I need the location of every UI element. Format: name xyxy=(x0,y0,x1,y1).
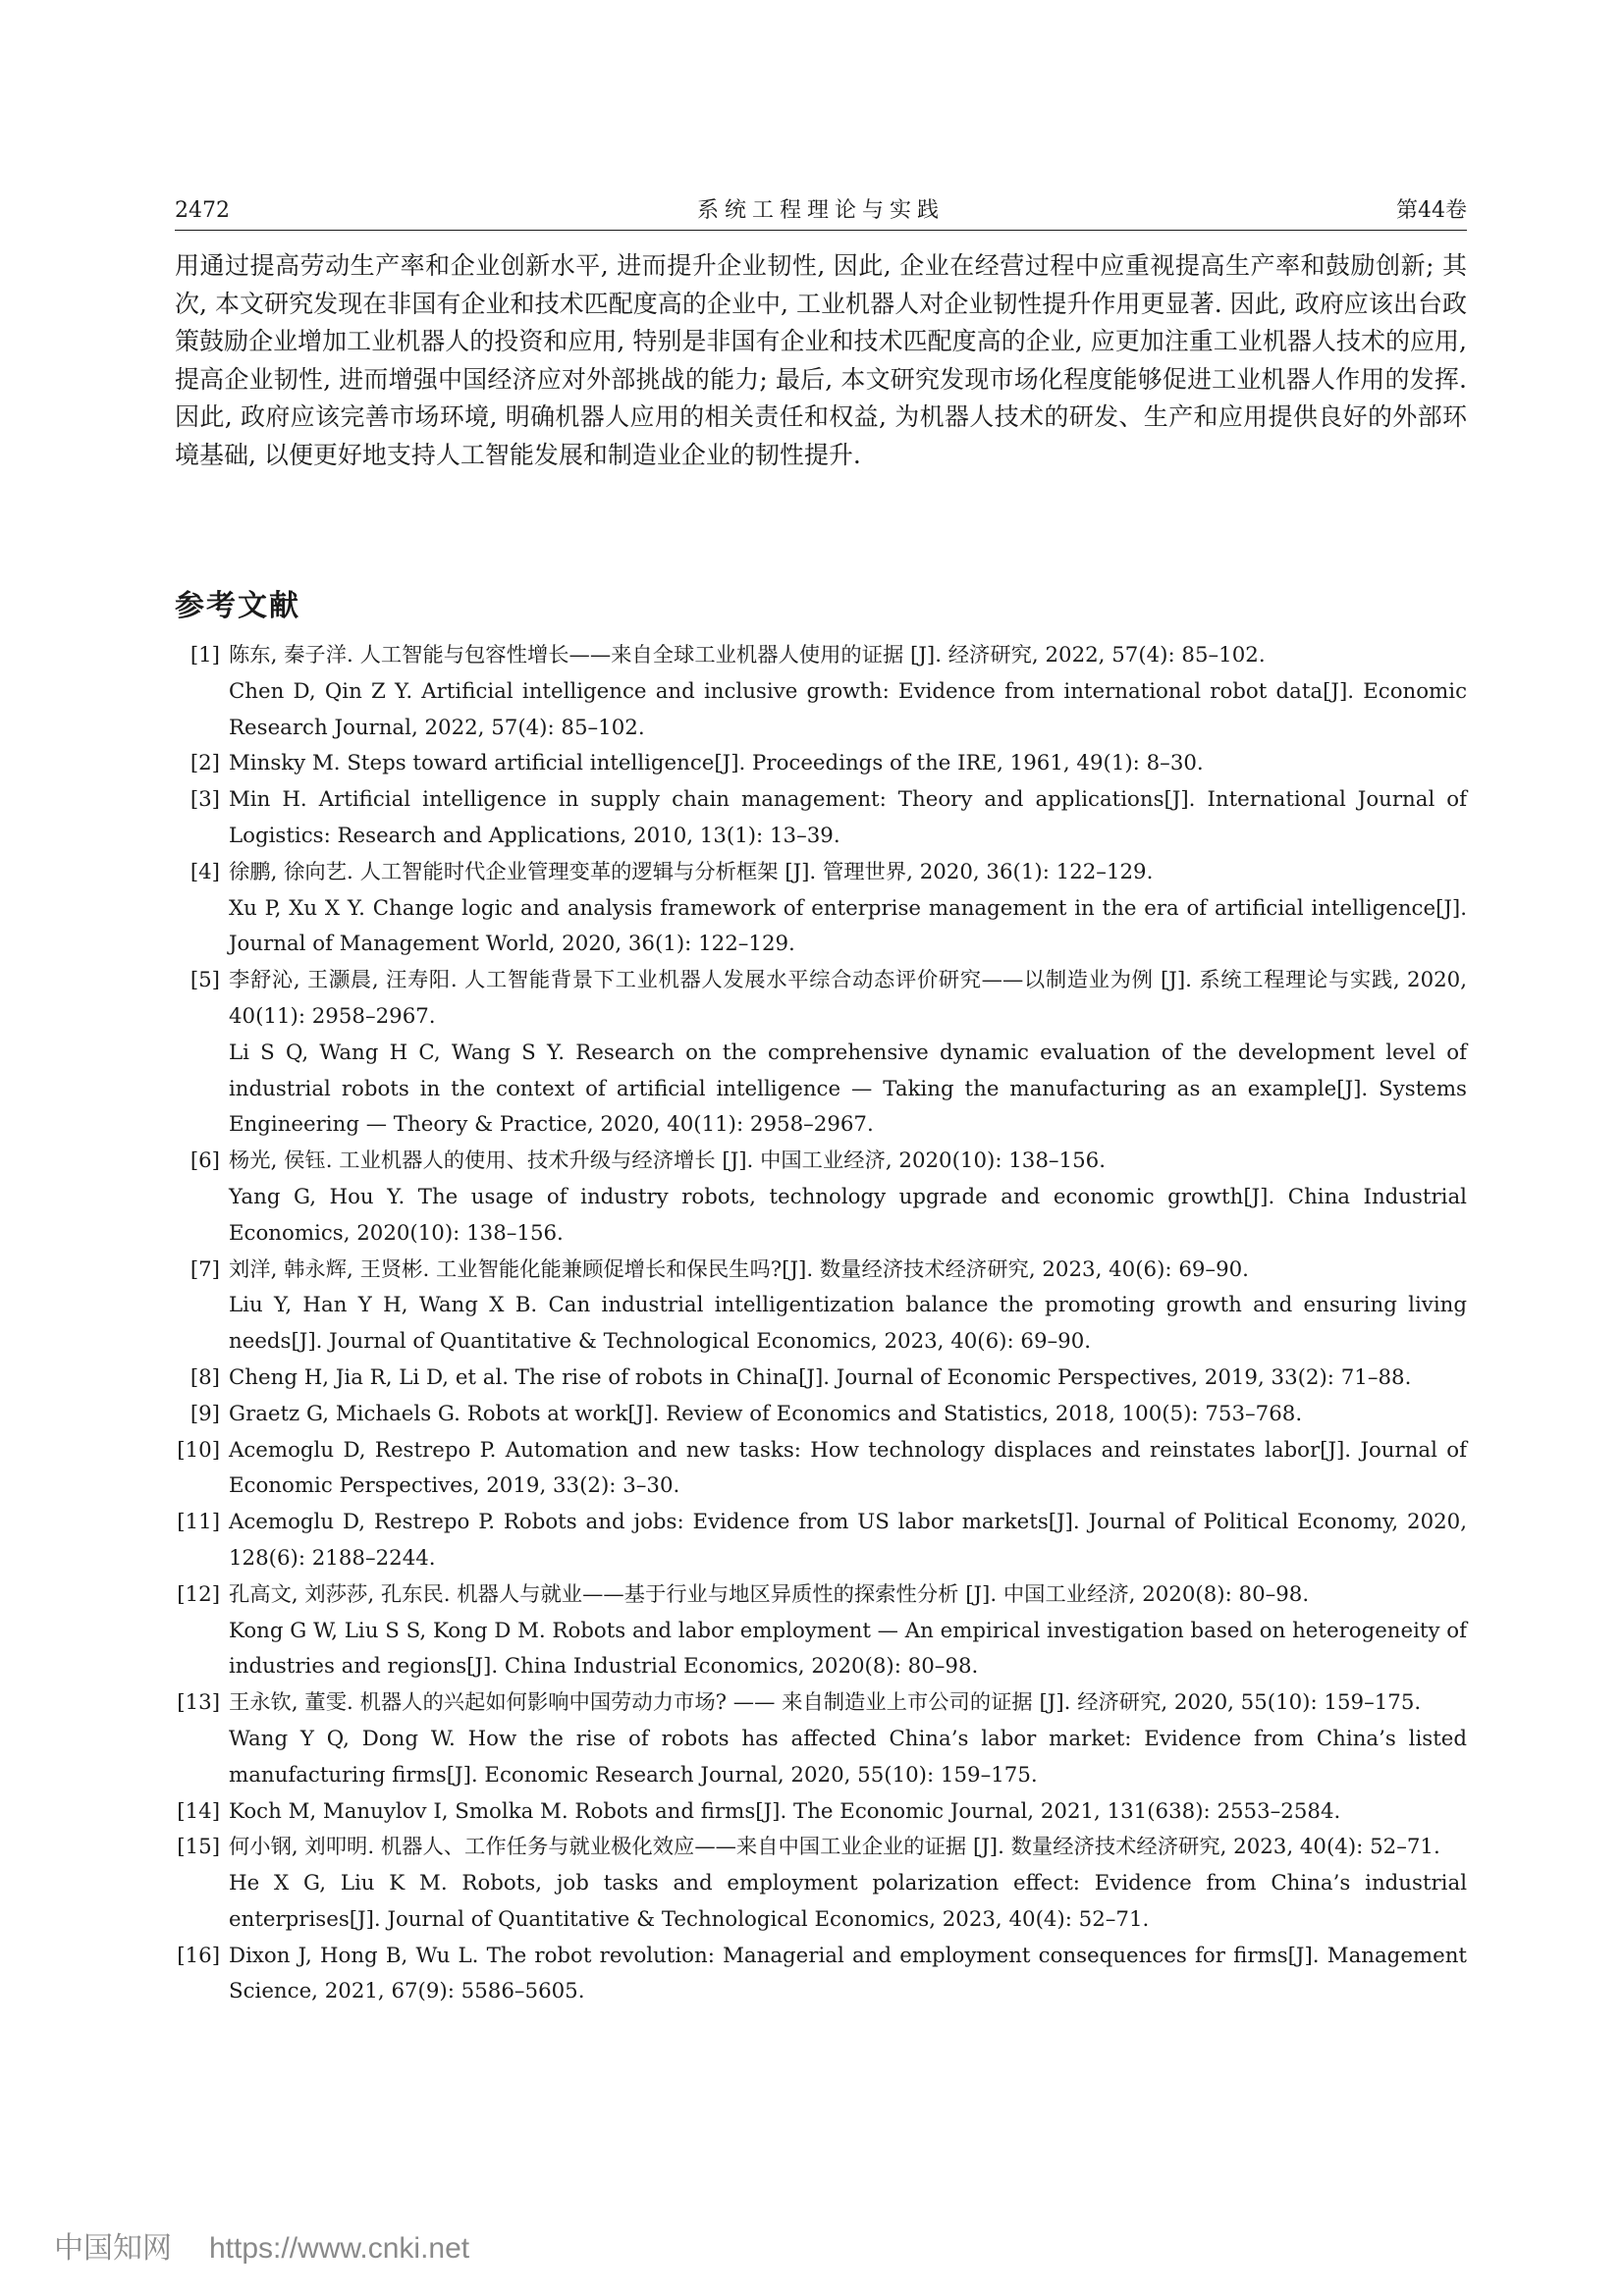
page-number: 2472 xyxy=(175,198,230,223)
reference-text: Minsky M. Steps toward artificial intelligence[J]. Proceedings of the IRE, 1961, 49(1): 8–30. xyxy=(229,751,1204,776)
reference-item xyxy=(175,1505,1467,1577)
reference-number: [12] xyxy=(177,1581,220,1607)
reference-text: Acemoglu D, Restrepo P. Robots and jobs: Evidence from US labor markets[J]. Journal of Political Economy, 2020, 128(6): 2188–2244. xyxy=(229,1510,1467,1571)
reference-text: 李舒沁, 王灏晨, 汪寿阳. 人工智能背景下工业机器人发展水平综合动态评价研究——以制造业为例 [J]. 系统工程理论与实践, 2020, 40(11): 2958–2967. xyxy=(229,968,1467,1029)
reference-item xyxy=(175,1433,1467,1506)
reference-text: 何小钢, 刘叩明. 机器人、工作任务与就业极化效应——来自中国工业企业的证据 [J]. 数量经济技术经济研究, 2023, 40(4): 52–71. xyxy=(229,1835,1440,1860)
reference-number: [7] xyxy=(189,1256,220,1282)
reference-number: [13] xyxy=(177,1690,220,1716)
reference-item xyxy=(175,1397,1467,1433)
reference-item xyxy=(175,1144,1467,1252)
reference-item xyxy=(175,963,1467,1144)
reference-item xyxy=(175,1685,1467,1793)
reference-text: Acemoglu D, Restrepo P. Automation and new tasks: How technology displaces and reinstates labor[J]. Journal of Economic Perspectives, 2019, 33(2): 3–30. xyxy=(229,1437,1467,1499)
reference-text: 王永钦, 董雯. 机器人的兴起如何影响中国劳动力市场? —— 来自制造业上市公司的证据 [J]. 经济研究, 2020, 55(10): 159–175. xyxy=(229,1690,1422,1716)
reference-item xyxy=(175,782,1467,855)
reference-text: Graetz G, Michaels G. Robots at work[J]. Review of Economics and Statistics, 2018, 100(5): 753–768. xyxy=(229,1401,1303,1426)
reference-number: [3] xyxy=(189,787,220,813)
journal-title: 系统工程理论与实践 xyxy=(696,198,945,223)
reference-number: [6] xyxy=(189,1148,220,1174)
reference-text: Min H. Artificial intelligence in supply chain management: Theory and applications[J]. International Journal of Logistics: Research and Applications, 2010, 13(1): 13–39. xyxy=(229,787,1467,848)
reference-number: [4] xyxy=(189,859,220,884)
reference-number: [15] xyxy=(177,1835,220,1860)
reference-text: Koch M, Manuylov I, Smolka M. Robots and firms[J]. The Economic Journal, 2021, 131(638): 2553–2584. xyxy=(229,1798,1341,1824)
reference-translation: He X G, Liu K M. Robots, job tasks and employment polarization effect: Evidence from China’s industrial enterprises[J]. Journal of Quantitative & Technological Economics, 2023, 40(4): 52–71. xyxy=(229,1871,1467,1932)
reference-translation: Liu Y, Han Y H, Wang X B. Can industrial intelligentization balance the promoting growth and ensuring living needs[J]. Journal of Quantitative & Technological Economics, 2023, 40(6): 69–90. xyxy=(229,1293,1467,1355)
reference-translation: Xu P, Xu X Y. Change logic and analysis framework of enterprise management in the era of artificial intelligence[J]. Journal of Management World, 2020, 36(1): 122–129. xyxy=(229,895,1467,957)
reference-item xyxy=(175,638,1467,746)
reference-text: 徐鹏, 徐向艺. 人工智能时代企业管理变革的逻辑与分析框架 [J]. 管理世界, 2020, 36(1): 122–129. xyxy=(229,859,1154,884)
reference-number: [2] xyxy=(189,751,220,776)
body-paragraph: 用通过提高劳动生产率和企业创新水平, 进而提升企业韧性, 因此, 企业在经营过程中应重视提高生产率和鼓励创新; 其次, 本文研究发现在非国有企业和技术匹配度高的企业中, 工业机器人对企业韧性提升作用更显著. 因此, 政府应该出台政策鼓励企业增加工业机器人的投资和应用, 特别是非国有企业和技术匹配度高的企业, 应更加注重工业机器人技术的应用, 提高企业韧性, 进而增强中国经济应对外部挑战的能力; 最后, 本文研究发现市场化程度能够促进工业机器人作用的发挥. 因此, 政府应该完善市场环境, 明确机器人应用的相关责任和权益, 为机器人技术的研发、生产和应用提供良好的外部环境基础, 以便更好地支持人工智能发展和制造业企业的韧性提升. xyxy=(175,251,1467,469)
reference-translation: Chen D, Qin Z Y. Artificial intelligence and inclusive growth: Evidence from international robot data[J]. Economic Research Journal, 2022, 57(4): 85–102. xyxy=(229,678,1467,740)
reference-text: 杨光, 侯钰. 工业机器人的使用、技术升级与经济增长 [J]. 中国工业经济, 2020(10): 138–156. xyxy=(229,1148,1106,1174)
reference-number: [5] xyxy=(189,968,220,993)
reference-item xyxy=(175,1830,1467,1938)
reference-number: [1] xyxy=(189,643,220,667)
reference-item xyxy=(175,746,1467,782)
reference-translation: Li S Q, Wang H C, Wang S Y. Research on the comprehensive dynamic evaluation of the development level of industrial robots in the context of artificial intelligence — Taking the manufacturing as an example[J]. Systems Engineering — Theory & Practice, 2020, 40(11): 2958–2967. xyxy=(229,1040,1467,1138)
reference-text: 孔高文, 刘莎莎, 孔东民. 机器人与就业——基于行业与地区异质性的探索性分析 [J]. 中国工业经济, 2020(8): 80–98. xyxy=(229,1581,1310,1607)
volume-label: 第44卷 xyxy=(1396,198,1467,223)
cnki-watermark xyxy=(54,2223,469,2267)
reference-number: [16] xyxy=(177,1943,220,1968)
reference-text: 陈东, 秦子洋. 人工智能与包容性增长——来自全球工业机器人使用的证据 [J]. 经济研究, 2022, 57(4): 85–102. xyxy=(229,643,1266,667)
reference-text: Cheng H, Jia R, Li D, et al. The rise of robots in China[J]. Journal of Economic Perspectives, 2019, 33(2): 71–88. xyxy=(229,1364,1412,1390)
reference-number: [11] xyxy=(177,1510,220,1535)
reference-number: [8] xyxy=(189,1364,220,1390)
reference-translation: Kong G W, Liu S S, Kong D M. Robots and labor employment — An empirical investigation based on heterogeneity of industries and regions[J]. China Industrial Economics, 2020(8): 80–98. xyxy=(229,1618,1467,1680)
reference-item xyxy=(175,855,1467,963)
reference-item xyxy=(175,1939,1467,2011)
references-heading: 参考文献 xyxy=(175,589,300,623)
reference-translation: Yang G, Hou Y. The usage of industry robots, technology upgrade and economic growth[J]. China Industrial Economics, 2020(10): 138–156. xyxy=(229,1184,1467,1246)
reference-list xyxy=(175,638,1467,2010)
running-header xyxy=(175,196,1467,231)
reference-text: 刘洋, 韩永辉, 王贤彬. 工业智能化能兼顾促增长和保民生吗?[J]. 数量经济技术经济研究, 2023, 40(6): 69–90. xyxy=(229,1256,1249,1282)
reference-text: Dixon J, Hong B, Wu L. The robot revolution: Managerial and employment consequences for firms[J]. Management Science, 2021, 67(9): 5586–5605. xyxy=(229,1943,1467,2004)
watermark-brand: 中国知网 xyxy=(54,2232,172,2265)
reference-item xyxy=(175,1361,1467,1397)
reference-item xyxy=(175,1794,1467,1831)
watermark-url: https://www.cnki.net xyxy=(209,2232,470,2265)
reference-number: [14] xyxy=(177,1798,220,1824)
reference-item xyxy=(175,1577,1467,1685)
reference-translation: Wang Y Q, Dong W. How the rise of robots has affected China’s labor market: Evidence from China’s listed manufacturing firms[J]. Economic Research Journal, 2020, 55(10): 159–175. xyxy=(229,1726,1467,1788)
reference-item xyxy=(175,1253,1467,1361)
reference-number: [9] xyxy=(189,1401,220,1426)
reference-number: [10] xyxy=(177,1437,220,1463)
